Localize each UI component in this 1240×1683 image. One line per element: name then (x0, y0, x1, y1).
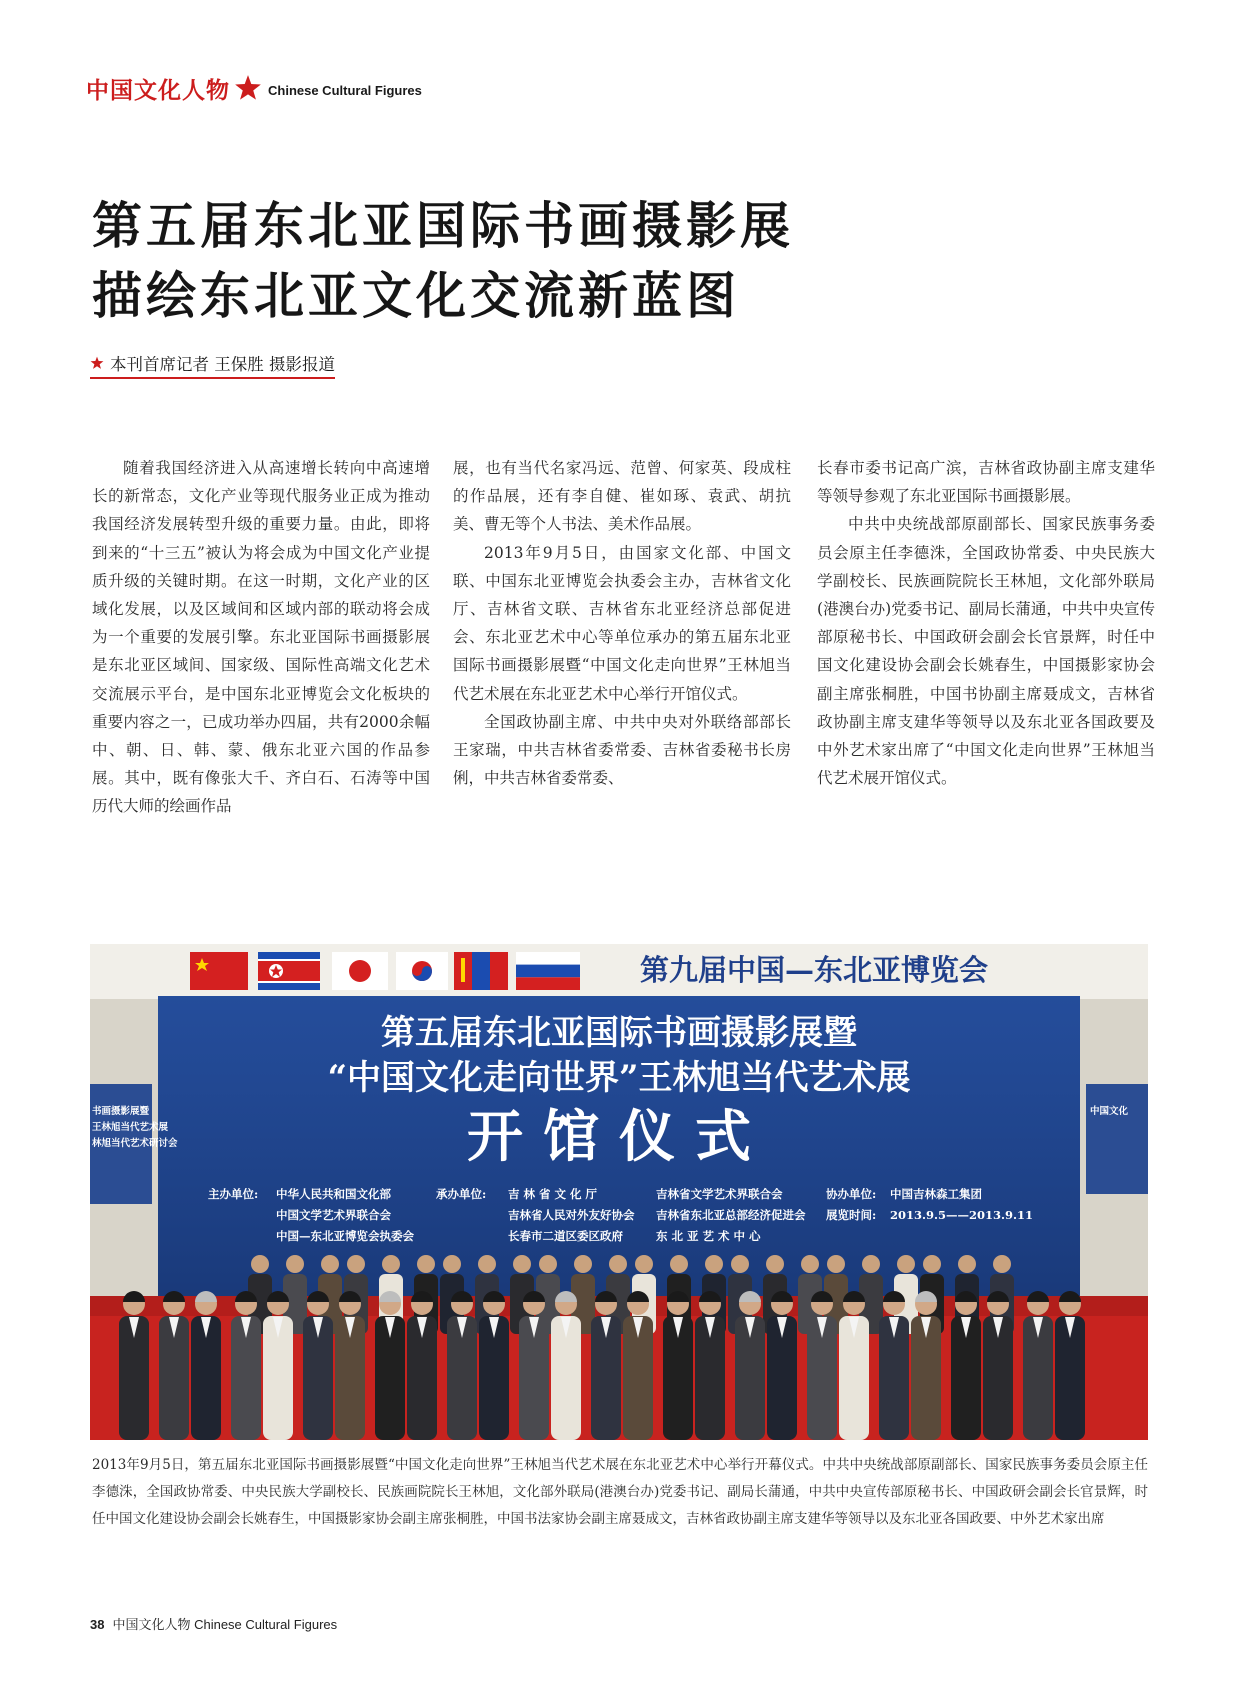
sponsor-item: 中华人民共和国文化部 (276, 1187, 391, 1201)
organizer-item: 吉林省东北亚总部经济促进会 (656, 1208, 806, 1222)
banner-headline-1: 第五届东北亚国际书画摄影展暨 (381, 1013, 857, 1053)
flag-mongolia-icon (454, 952, 508, 990)
guest-head (801, 1255, 819, 1273)
byline (90, 351, 335, 379)
guest-head (862, 1255, 880, 1273)
side-panel-text: 书画摄影展暨 (92, 1106, 150, 1117)
organizer-item: 吉 林 省 文 化 厅 (508, 1187, 598, 1201)
article-column-1 (92, 454, 430, 821)
guest-head (539, 1255, 557, 1273)
guest-head (574, 1255, 592, 1273)
guest-head (609, 1255, 627, 1273)
article-title-line1: 第五届东北亚国际书画摄影展 (92, 196, 794, 255)
guest-head (897, 1255, 915, 1273)
dates-label: 展览时间: (826, 1208, 877, 1222)
masthead (86, 68, 422, 108)
article-column-2 (453, 454, 791, 792)
photo-caption: 2013年9月5日，第五届东北亚国际书画摄影展暨“中国文化走向世界”王林旭当代艺术展在东北亚艺术中心举行开幕仪式。中共中央统战部原副部长、国家民族事务委员会原主任李德洙，全国政协常委、中央民族大学副校长、民族画院院长王林旭，文化部外联局(港澳台办)党委书记、副局长蒲通，中共中央宣传部原秘书长、中国政研会副会长官景辉，时任中国文化建设协会副会长姚春生，中国摄影家协会副主席张桐胜，中国书法家协会副主席聂成文，吉林省政协副主席支建华等领导以及东北亚各国政要、中外艺术家出席 (92, 1457, 1148, 1527)
flag-north-korea-icon (258, 952, 320, 990)
organizer-item: 吉林省文学艺术界联合会 (656, 1187, 783, 1201)
guest-head (731, 1255, 749, 1273)
organizer-label: 承办单位: (436, 1187, 487, 1201)
guest-head (382, 1255, 400, 1273)
guest-head (670, 1255, 688, 1273)
ceremony-photo-illustration (90, 944, 1148, 1440)
organizer-item: 吉林省人民对外友好协会 (508, 1208, 635, 1222)
page-number: 38 (90, 1617, 105, 1632)
side-panel-text: 中国文化 (1090, 1106, 1129, 1117)
banner-ceremony-title: 开馆仪式 (467, 1104, 771, 1170)
organizer-item: 长春市二道区委区政府 (508, 1229, 623, 1243)
ceremony-photo (90, 944, 1148, 1440)
sponsor-label: 主办单位: (208, 1187, 259, 1201)
side-panel-text: 王林旭当代艺术展 (92, 1122, 169, 1133)
guest-head (347, 1255, 365, 1273)
side-panel-text: 林旭当代艺术研讨会 (92, 1138, 178, 1149)
flag-russia-icon (516, 952, 580, 990)
page-footer (90, 1614, 337, 1632)
guest-head (766, 1255, 784, 1273)
paragraph: 随着我国经济进入从高速增长转向中高速增长的新常态，文化产业等现代服务业正成为推动我国经济发展转型升级的重要力量。由此，即将到来的“十三五”被认为将会成为中国文化产业提质升级的关键时期。在这一时期，文化产业的区域化发展，以及区域间和区域内部的联动将会成为一个重要的发展引擎。东北亚国际书画摄影展是东北亚区域间、国家级、国际性高端文化艺术交流展示平台，是中国东北亚博览会文化板块的重要内容之一，已成功举办四届，共有2000余幅中、朝、日、韩、蒙、俄东北亚六国的作品参展。其中，既有像张大千、齐白石、石涛等中国历代大师的绘画作品 (92, 459, 430, 816)
guest-head (827, 1255, 845, 1273)
paragraph: 展，也有当代名家冯远、范曾、何家英、段成柱的作品展，还有李自健、崔如琢、袁武、胡抗美、曹无等个人书法、美术作品展。 (453, 459, 791, 534)
guest-head (443, 1255, 461, 1273)
flag-south-korea-icon (396, 952, 448, 990)
co-organizer: 中国吉林森工集团 (890, 1187, 982, 1201)
guest-head (705, 1255, 723, 1273)
guest-head (993, 1255, 1011, 1273)
footer-publication: 中国文化人物 Chinese Cultural Figures (112, 1617, 338, 1632)
exhibition-dates: 2013.9.5——2013.9.11 (890, 1208, 1034, 1222)
co-organizer-label: 协办单位: (826, 1187, 877, 1201)
guest-head (286, 1255, 304, 1273)
guest-head (635, 1255, 653, 1273)
sponsor-item: 中国—东北亚博览会执委会 (276, 1229, 414, 1243)
flag-china-icon (190, 952, 248, 990)
guest-head (923, 1255, 941, 1273)
brand-name-en: Chinese Cultural Figures (268, 82, 422, 98)
organizer-item: 东 北 亚 艺 术 中 心 (656, 1229, 761, 1243)
guest-head (478, 1255, 496, 1273)
guest-head (958, 1255, 976, 1273)
star-icon (90, 356, 104, 370)
paragraph: 2013年9月5日，由国家文化部、中国文联、中国东北亚博览会执委会主办，吉林省文化厅、吉林省文联、吉林省东北亚经济总部促进会、东北亚艺术中心等单位承办的第五届东北亚国际书画摄影展暨“中国文化走向世界”王林旭当代艺术展在东北亚艺术中心举行开馆仪式。 (453, 543, 791, 703)
paragraph: 中共中央统战部原副部长、国家民族事务委员会原主任李德洙，全国政协常委、中央民族大学副校长、民族画院院长王林旭，文化部外联局(港澳台办)党委书记、副局长蒲通，中共中央宣传部原秘书长、中国政研会副会长官景辉，时任中国文化建设协会副会长姚春生，中国摄影家协会副主席张桐胜，中国书协副主席聂成文，吉林省政协副主席支建华等领导以及东北亚各国政要及中外艺术家出席了“中国文化走向世界”王林旭当代艺术展开馆仪式。 (817, 515, 1155, 788)
paragraph: 全国政协副主席、中共中央对外联络部部长王家瑞，中共吉林省委常委、吉林省委秘书长房俐，中共吉林省委常委、 (453, 712, 791, 788)
brand-name-cn: 中国文化人物 (86, 76, 230, 104)
guest-head (417, 1255, 435, 1273)
article-column-3 (817, 454, 1155, 792)
star-icon (234, 74, 262, 102)
guest-head (321, 1255, 339, 1273)
flag-japan-icon (332, 952, 388, 990)
expo-banner: 第九届中国—东北亚博览会 (639, 953, 989, 987)
paragraph: 长春市委书记高广滨，吉林省政协副主席支建华等领导参观了东北亚国际书画摄影展。 (817, 459, 1155, 506)
byline-text: 本刊首席记者 王保胜 摄影报道 (110, 355, 335, 374)
guest-head (251, 1255, 269, 1273)
sponsor-item: 中国文学艺术界联合会 (276, 1208, 391, 1222)
article-title-line2: 描绘东北亚文化交流新蓝图 (92, 266, 740, 325)
banner-headline-2: “中国文化走向世界”王林旭当代艺术展 (327, 1058, 911, 1098)
guest-head (513, 1255, 531, 1273)
